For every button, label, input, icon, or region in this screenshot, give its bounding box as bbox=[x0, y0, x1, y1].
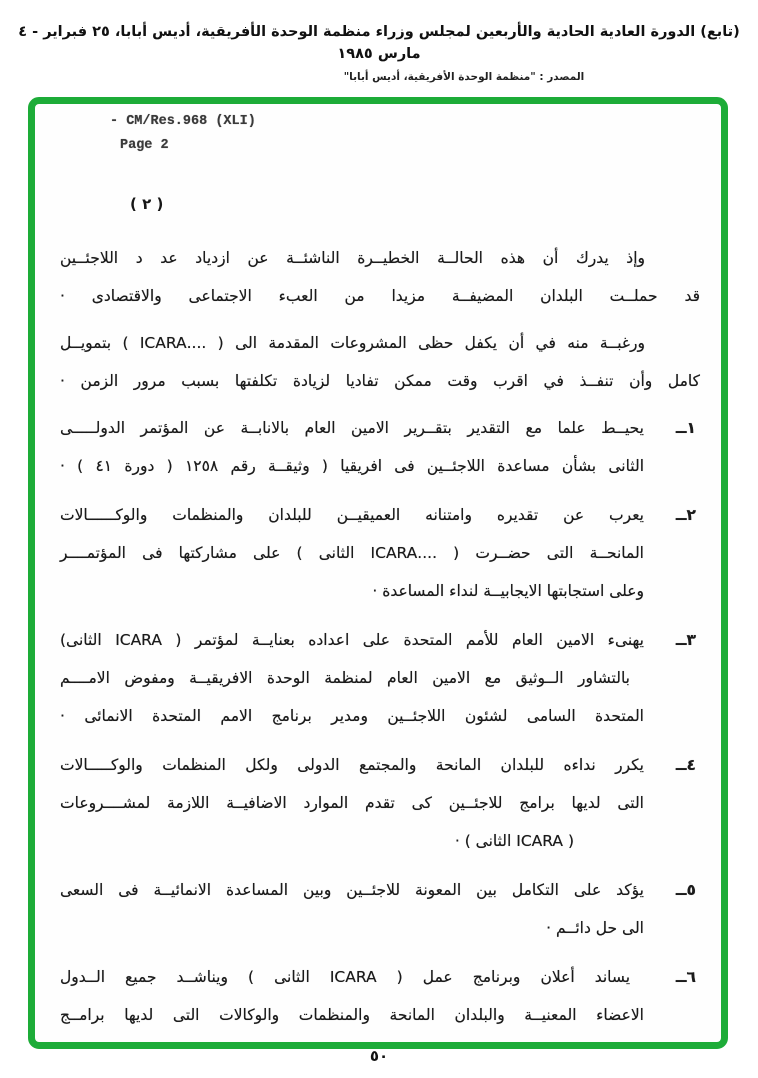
text-line: يساند أعلان وبرنامج عمل ( ICARA الثانى ) ويناشــد جميع الــدول bbox=[60, 968, 631, 986]
text-line: بالتشاور الــوثيق مع الامين العام لمنظمة الوحدة الافريقيــة ومفوض الامــــم bbox=[60, 669, 630, 687]
document-scan bbox=[35, 104, 721, 1049]
doc-page-label: Page 2 bbox=[120, 138, 169, 153]
item-body bbox=[60, 409, 644, 485]
text-line: وإذ يدرك أن هذه الحالــة الخطيــرة الناشئــة عن ازدياد عد د اللاجئــين bbox=[60, 249, 645, 267]
item-number: ٥ــ bbox=[675, 881, 696, 899]
item-number: ٤ــ bbox=[675, 756, 696, 774]
text-line: قد حملــت البلدان المضيفــة مزيدا من العبء الاجتماعى والاقتصادى · bbox=[60, 287, 700, 305]
text-line: المانحــة التى حضــرت ( ....ICARA الثانى ) على مشاركتها فى المؤتمــــر bbox=[60, 544, 644, 562]
text-line: يهنىء الامين العام للأمم المتحدة على اعداده بعنايــة لمؤتمر ( ICARA الثانى) bbox=[60, 631, 645, 649]
item-body bbox=[60, 746, 644, 860]
item-body bbox=[60, 871, 644, 947]
doc-reference: - CM/Res.968 (XLI) bbox=[110, 114, 256, 129]
item-number: ٦ــ bbox=[675, 968, 696, 986]
text-line: ( ICARA الثانى ) · bbox=[454, 832, 574, 850]
preamble-paragraph bbox=[60, 324, 700, 400]
text-line: الى حل دائــم · bbox=[546, 919, 644, 937]
text-line: يكرر نداءه للبلدان المانحة والمجتمع الدولى ولكل المنظمات والوكـــــالات bbox=[60, 756, 644, 774]
item-number: ٣ــ bbox=[675, 631, 696, 649]
text-line: كامل وأن تنفــذ في اقرب وقت ممكن تفاديا لزيادة تكلفتها بسبب مرور الزمن · bbox=[60, 372, 700, 390]
text-line: يؤكد على التكامل بين المعونة للاجئــين وبين المساعدة الانمائيــة فى السعى bbox=[60, 881, 644, 899]
text-line: ورغبــة منه في أن يكفل حظى المشروعات المقدمة الى ( ....ICARA ) بتمويــل bbox=[60, 334, 645, 352]
text-line: يعرب عن تقديره وامتنانه العميقيــن للبلدان والمنظمات والوكــــــالات bbox=[60, 506, 644, 524]
preamble-paragraph bbox=[60, 239, 700, 315]
item-number: ٢ــ bbox=[675, 506, 696, 524]
document-frame bbox=[28, 97, 728, 1049]
text-line: يحيــط علما مع التقدير بتقــرير الامين العام بالانابــة عن المؤتمر الدولـــــى bbox=[60, 419, 644, 437]
item-body bbox=[60, 958, 644, 1049]
resolution-item bbox=[60, 958, 700, 1049]
text-line: التى لديها برامج للاجئــين كى تقدم الموارد الاضافيــة اللازمة لمشــــروعات bbox=[60, 794, 644, 812]
resolution-item bbox=[60, 621, 700, 735]
source-line: المصدر : "منظمة الوحدة الأفريقية، أديس أبابا" bbox=[343, 70, 585, 83]
resolution-item bbox=[60, 746, 700, 860]
resolution-body bbox=[60, 239, 700, 1049]
text-line: وعلى استجابتها الايجابيــة لنداء المساعدة · bbox=[372, 582, 644, 600]
page-number: ٥٠ bbox=[369, 1047, 389, 1065]
resolution-item bbox=[60, 496, 700, 610]
text-line: الاعضاء المعنيــة والبلدان المانحة والمنظمات والوكالات التى لديها برامــج bbox=[60, 1006, 644, 1024]
section-number: ( ٢ ) bbox=[130, 195, 164, 213]
page-header bbox=[0, 22, 758, 83]
text-line: المتحدة السامى لشئون اللاجئــين ومدير برنامج الامم المتحدة الانمائى · bbox=[60, 707, 644, 725]
resolution-item bbox=[60, 871, 700, 947]
item-body bbox=[60, 621, 644, 735]
resolution-item bbox=[60, 409, 700, 485]
text-line: الثانى بشأن مساعدة اللاجئــين فى افريقيا ( وثيقــة رقم ١٢٥٨ ( دورة ٤١ ) · bbox=[60, 457, 644, 475]
item-body bbox=[60, 496, 644, 610]
session-title: (تابع) الدورة العادية الحادية والأربعين لمجلس وزراء منظمة الوحدة الأفريقية، أديس أبابا، ٢٥ فبراير - ٤ مارس ١٩٨٥ bbox=[18, 24, 740, 62]
item-number: ١ــ bbox=[675, 419, 696, 437]
